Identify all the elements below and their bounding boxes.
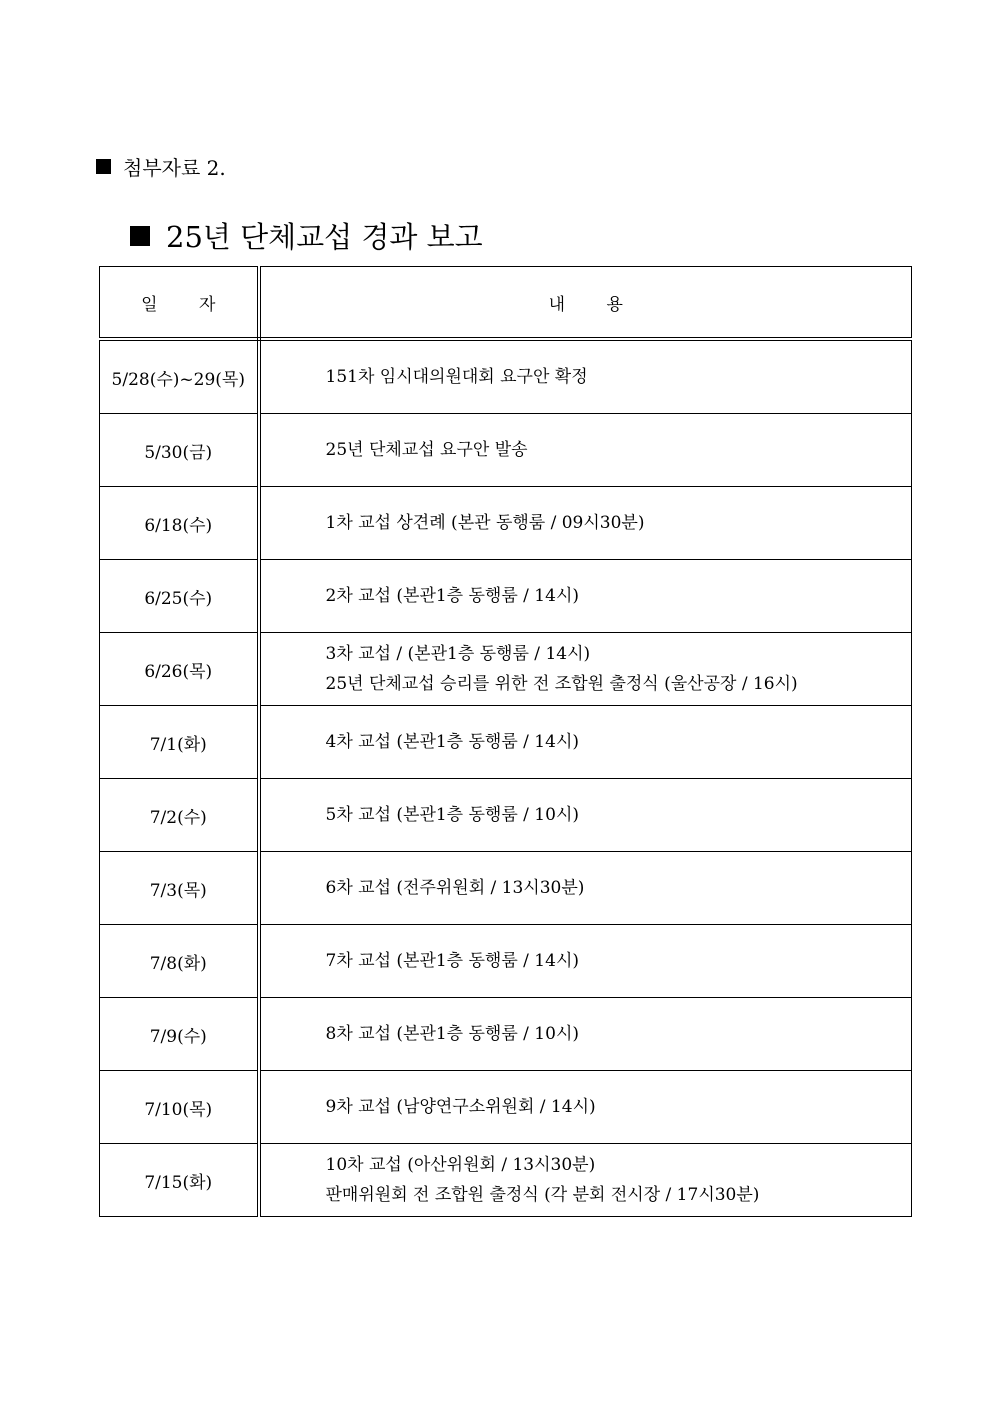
progress-table-body <box>100 267 912 1217</box>
square-bullet-icon <box>96 159 111 174</box>
date-cell: 7/2(수) <box>100 779 259 852</box>
content-cell <box>259 560 912 633</box>
content-line: 7차 교섭 (본관1층 동행룸 / 14시) <box>325 951 579 971</box>
progress-table <box>99 266 912 1217</box>
date-cell: 7/3(목) <box>100 852 259 925</box>
content-cell <box>259 1144 912 1217</box>
content-cell <box>259 925 912 998</box>
table-row <box>100 998 912 1071</box>
content-line: 151차 임시대의원대회 요구안 확정 <box>325 367 588 387</box>
date-cell: 7/9(수) <box>100 998 259 1071</box>
date-cell: 6/25(수) <box>100 560 259 633</box>
date-cell: 6/18(수) <box>100 487 259 560</box>
date-cell: 7/1(화) <box>100 706 259 779</box>
content-cell <box>259 706 912 779</box>
content-line: 25년 단체교섭 승리를 위한 전 조합원 출정식 (울산공장 / 16시) <box>325 674 798 694</box>
content-cell <box>259 1071 912 1144</box>
content-line: 25년 단체교섭 요구안 발송 <box>325 440 528 460</box>
content-line: 4차 교섭 (본관1층 동행룸 / 14시) <box>325 732 579 752</box>
content-column-header: 내 용 <box>259 267 912 340</box>
date-cell: 7/10(목) <box>100 1071 259 1144</box>
content-line: 2차 교섭 (본관1층 동행룸 / 14시) <box>325 586 579 606</box>
content-cell <box>259 487 912 560</box>
content-line: 8차 교섭 (본관1층 동행룸 / 10시) <box>325 1024 579 1044</box>
table-row <box>100 487 912 560</box>
table-row <box>100 1144 912 1217</box>
content-cell <box>259 779 912 852</box>
content-cell <box>259 998 912 1071</box>
content-line: 판매위원회 전 조합원 출정식 (각 분회 전시장 / 17시30분) <box>325 1185 760 1205</box>
table-row <box>100 925 912 998</box>
table-row <box>100 560 912 633</box>
content-cell <box>259 852 912 925</box>
date-cell: 6/26(목) <box>100 633 259 706</box>
content-line: 3차 교섭 / (본관1층 동행룸 / 14시) <box>325 644 591 664</box>
table-row <box>100 633 912 706</box>
report-title-text: 25년 단체교섭 경과 보고 <box>166 220 483 254</box>
content-line: 5차 교섭 (본관1층 동행룸 / 10시) <box>325 805 579 825</box>
content-line: 6차 교섭 (전주위원회 / 13시30분) <box>325 878 585 898</box>
attachment-label: 첨부자료 2. <box>123 156 226 180</box>
attachment-heading <box>96 152 226 181</box>
content-line: 9차 교섭 (남양연구소위원회 / 14시) <box>325 1097 596 1117</box>
square-bullet-icon <box>130 226 150 246</box>
report-title <box>130 215 483 256</box>
content-line: 10차 교섭 (아산위원회 / 13시30분) <box>325 1155 596 1175</box>
table-row <box>100 706 912 779</box>
table-row <box>100 779 912 852</box>
table-row <box>100 852 912 925</box>
content-line: 1차 교섭 상견례 (본관 동행룸 / 09시30분) <box>325 513 645 533</box>
date-cell: 5/28(수)~29(목) <box>100 339 259 414</box>
table-row <box>100 1071 912 1144</box>
date-column-header: 일 자 <box>100 267 259 340</box>
date-cell: 5/30(금) <box>100 414 259 487</box>
date-cell: 7/8(화) <box>100 925 259 998</box>
table-row <box>100 414 912 487</box>
content-cell <box>259 339 912 414</box>
content-cell <box>259 414 912 487</box>
table-row <box>100 339 912 414</box>
table-header-row <box>100 267 912 340</box>
content-cell <box>259 633 912 706</box>
date-cell: 7/15(화) <box>100 1144 259 1217</box>
